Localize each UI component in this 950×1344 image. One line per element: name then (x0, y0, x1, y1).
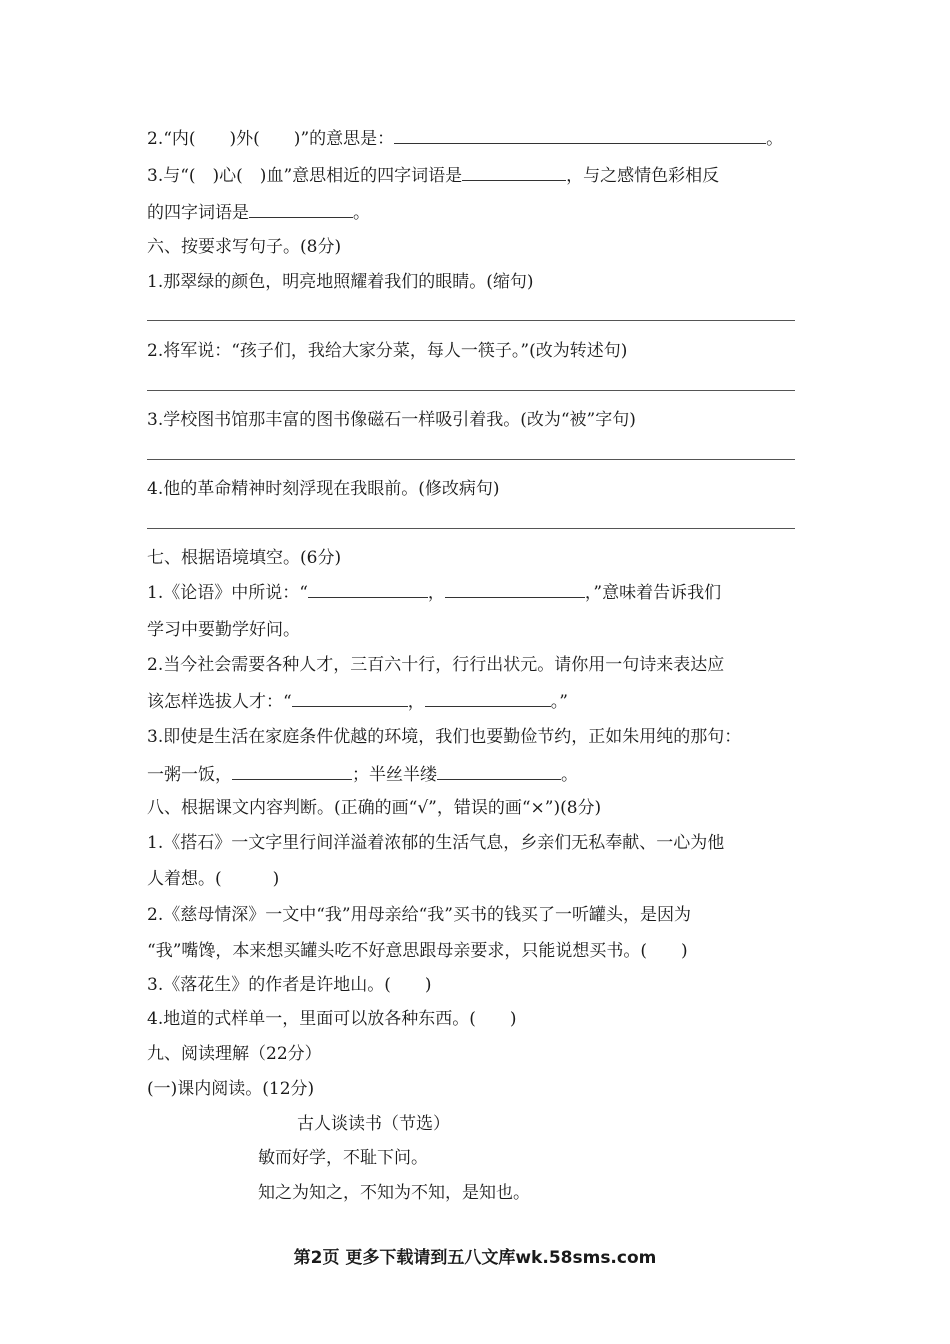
section-9-title: 九、阅读理解（22分） (147, 1044, 322, 1064)
page-footer: 第2页 更多下载请到五八文库wk.58sms.com (293, 1248, 657, 1268)
s6-question-2: 2.将军说：“孩子们，我给大家分菜，每人一筷子。”(改为转述句) (147, 341, 628, 361)
answer-blank[interactable] (292, 689, 408, 707)
passage-line-2: 知之为知之，不知为不知，是知也。 (258, 1183, 530, 1203)
answer-blank[interactable] (445, 580, 585, 598)
s8-question-2-cont[interactable]: “我”嘴馋，本来想买罐头吃不好意思跟母亲要求，只能说想买书。( ) (147, 941, 688, 961)
passage-line-1: 敏而好学，不耻下问。 (258, 1148, 428, 1168)
s7-question-3-cont: 一粥一饭， ；半丝半缕 。 (147, 762, 578, 787)
answer-line[interactable] (147, 528, 795, 529)
answer-blank[interactable] (232, 762, 352, 780)
s7-question-1: 1.《论语》中所说：“ ， ，”意味着告诉我们 (147, 580, 721, 605)
section-7-title: 七、根据语境填空。(6分) (147, 548, 342, 568)
s7-question-2-cont: 该怎样选拔人才：“ ， 。” (147, 689, 568, 714)
answer-blank[interactable] (394, 126, 766, 144)
answer-line[interactable] (147, 459, 795, 460)
s7-question-1-cont: 学习中要勤学好问。 (147, 620, 300, 640)
section-6-title: 六、按要求写句子。(8分) (147, 237, 342, 257)
s5-question-3-cont: 的四字词语是 。 (147, 200, 370, 225)
s6-question-4: 4.他的革命精神时刻浮现在我眼前。(修改病句) (147, 479, 500, 499)
passage-title: 古人谈读书（节选） (297, 1114, 450, 1134)
s8-question-1-cont[interactable]: 人着想。( ) (147, 869, 280, 889)
s6-question-3: 3.学校图书馆那丰富的图书像磁石一样吸引着我。(改为“被”字句) (147, 410, 636, 430)
answer-blank[interactable] (437, 762, 561, 780)
answer-blank[interactable] (308, 580, 428, 598)
s8-question-4[interactable]: 4.地道的式样单一，里面可以放各种东西。( ) (147, 1009, 517, 1029)
s6-question-1: 1.那翠绿的颜色，明亮地照耀着我们的眼睛。(缩句) (147, 272, 534, 292)
s5-question-3: 3.与“( )心( )血”意思相近的四字词语是 ，与之感情色彩相反 (147, 163, 719, 188)
section-9-subtitle: (一)课内阅读。(12分) (147, 1079, 315, 1099)
s8-question-2: 2.《慈母情深》一文中“我”用母亲给“我”买书的钱买了一听罐头，是因为 (147, 905, 691, 925)
answer-blank[interactable] (249, 200, 353, 218)
s7-question-3: 3.即使是生活在家庭条件优越的环境，我们也要勤俭节约，正如朱用纯的那句： (147, 727, 742, 747)
s8-question-3[interactable]: 3.《落花生》的作者是许地山。( ) (147, 975, 432, 995)
answer-line[interactable] (147, 390, 795, 391)
s8-question-1: 1.《搭石》一文字里行间洋溢着浓郁的生活气息，乡亲们无私奉献、一心为他 (147, 833, 725, 853)
s5-question-2: 2.“内( )外( )”的意思是： 。 (147, 126, 783, 151)
answer-blank[interactable] (425, 689, 551, 707)
answer-line[interactable] (147, 320, 795, 321)
section-8-title: 八、根据课文内容判断。(正确的画“√”，错误的画“×”)(8分) (147, 798, 602, 818)
s7-question-2: 2.当今社会需要各种人才，三百六十行，行行出状元。请你用一句诗来表达应 (147, 655, 725, 675)
answer-blank[interactable] (462, 163, 566, 181)
